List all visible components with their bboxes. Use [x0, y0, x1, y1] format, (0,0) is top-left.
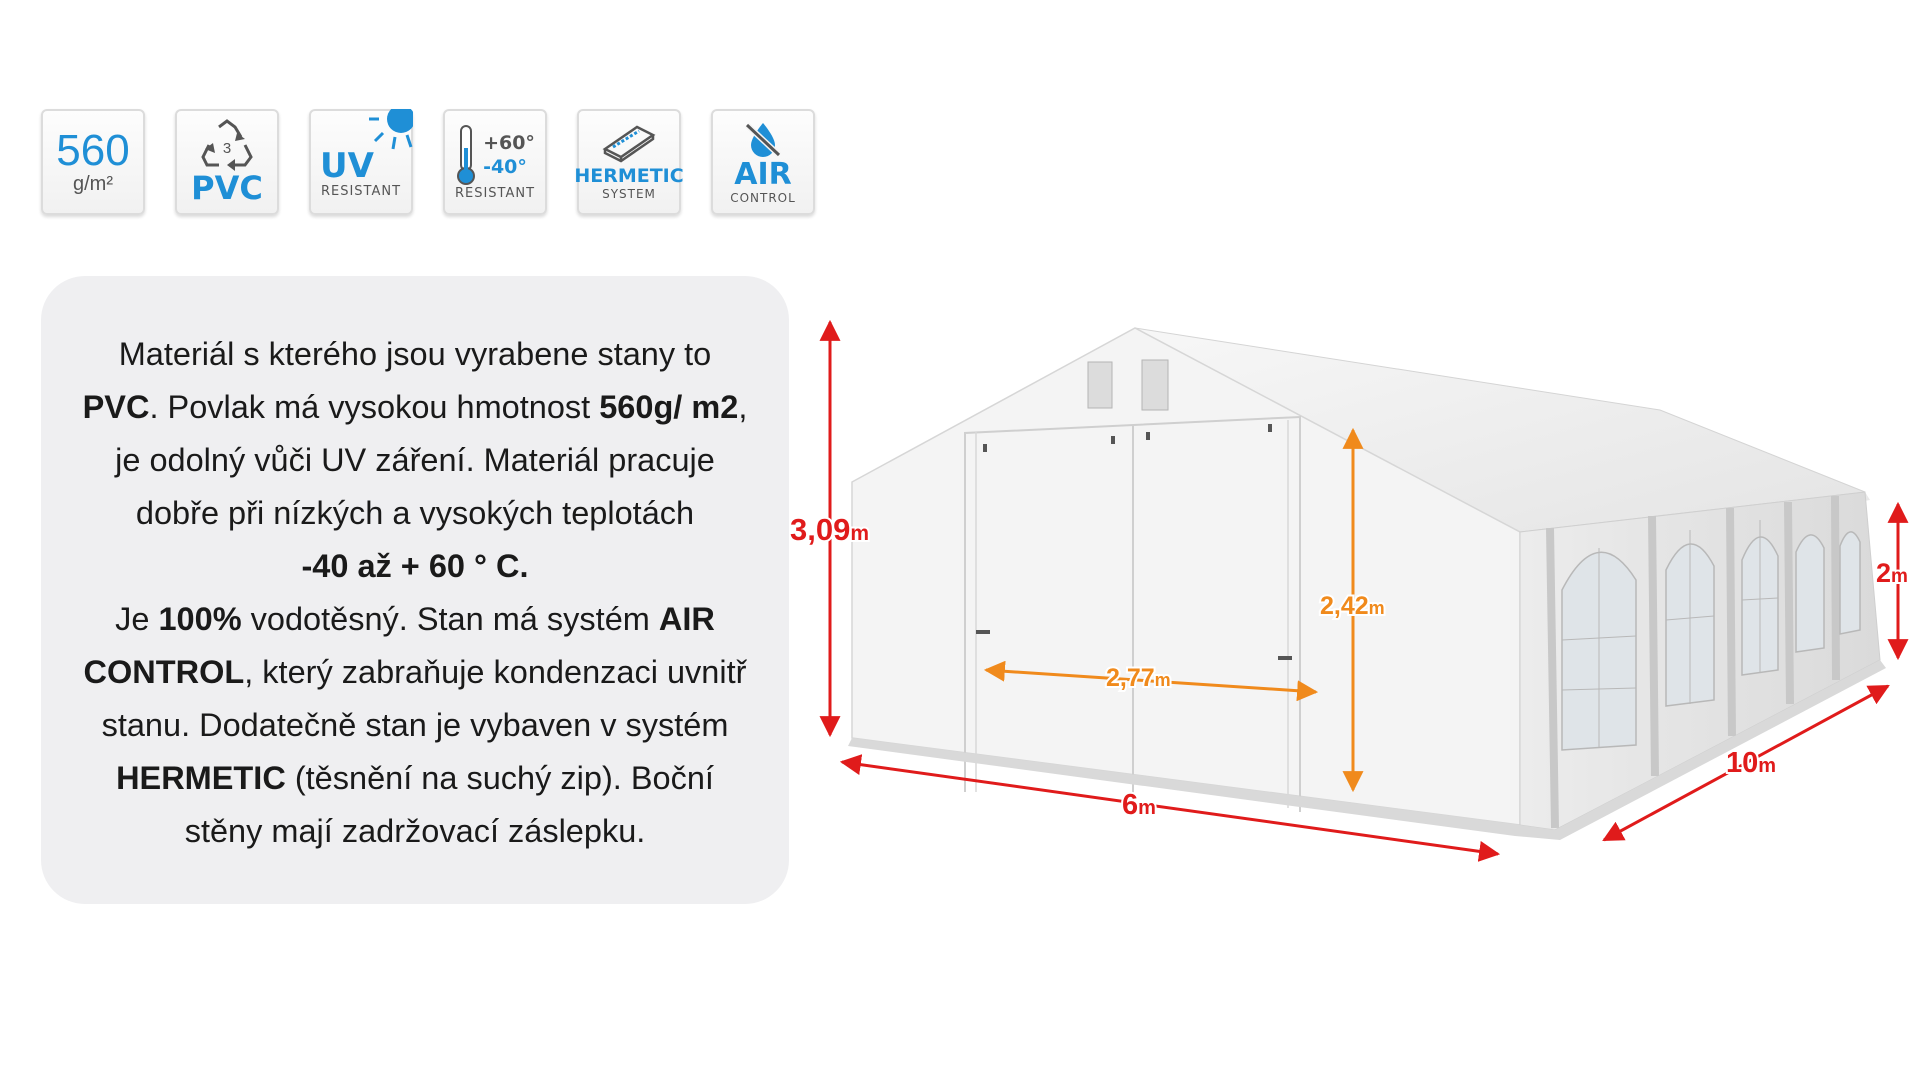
dim-label-total-height: 3,09m [790, 512, 870, 547]
badge-weight [41, 109, 145, 215]
badge-weight-unit: g/m² [73, 173, 113, 195]
dim-label-door-height: 2,42m [1320, 592, 1385, 620]
badge-air-sub: CONTROL [730, 191, 796, 205]
badge-temp-max: +60° [483, 131, 535, 154]
tent-vent [1088, 362, 1112, 408]
description-text: Materiál s kterého jsou vyrabene stany to PVC. Povlak má vysokou hmotnost 560g/ m2, je odolný vůči UV záření. Materiál pracuje dobře při nízkých a vysokých teplotách -40 až + 60 ° C. Je 100% vodotěsný. Stan má systém AIR CONTROL, který zabraňuje kondenzaci uvnitř stanu. Dodatečně stan je vybaven v systém HERMETIC (těsnění na suchý zip). Boční stěny mají zadržovací záslepku. [82, 336, 748, 849]
badge-temp-sub: RESISTANT [454, 185, 536, 201]
tent-vent [1142, 360, 1168, 410]
dim-label-side-height: 2m [1876, 558, 1908, 588]
badge-weight-value: 560 [56, 126, 130, 175]
badge-air-label: AIR [734, 157, 792, 192]
dim-label-length: 10m [1726, 747, 1777, 779]
tent-illustration [790, 300, 1920, 880]
badge-uv-sub: RESISTANT [320, 183, 402, 199]
sun-icon [365, 109, 413, 157]
recycle-number: 3 [222, 140, 232, 157]
badge-temperature [443, 109, 547, 215]
zipper-icon [601, 123, 657, 163]
badge-air [711, 109, 815, 215]
badge-hermetic-sub: SYSTEM [602, 187, 656, 201]
badge-pvc [175, 109, 279, 215]
recycle-icon [197, 119, 257, 171]
dim-label-width: 6m [1122, 789, 1156, 821]
badge-uv [309, 109, 413, 215]
feature-badges [41, 109, 815, 215]
badge-hermetic [574, 109, 684, 215]
badge-uv-label: UV [320, 145, 374, 186]
dim-label-door-width: 2,77m [1106, 664, 1171, 692]
thermometer-icon [455, 124, 477, 186]
badge-temp-min: -40° [483, 155, 527, 178]
description-panel [41, 276, 789, 904]
badge-hermetic-label: HERMETIC [574, 165, 684, 187]
badge-pvc-label: PVC [191, 169, 263, 207]
no-water-drop-icon [741, 119, 785, 159]
